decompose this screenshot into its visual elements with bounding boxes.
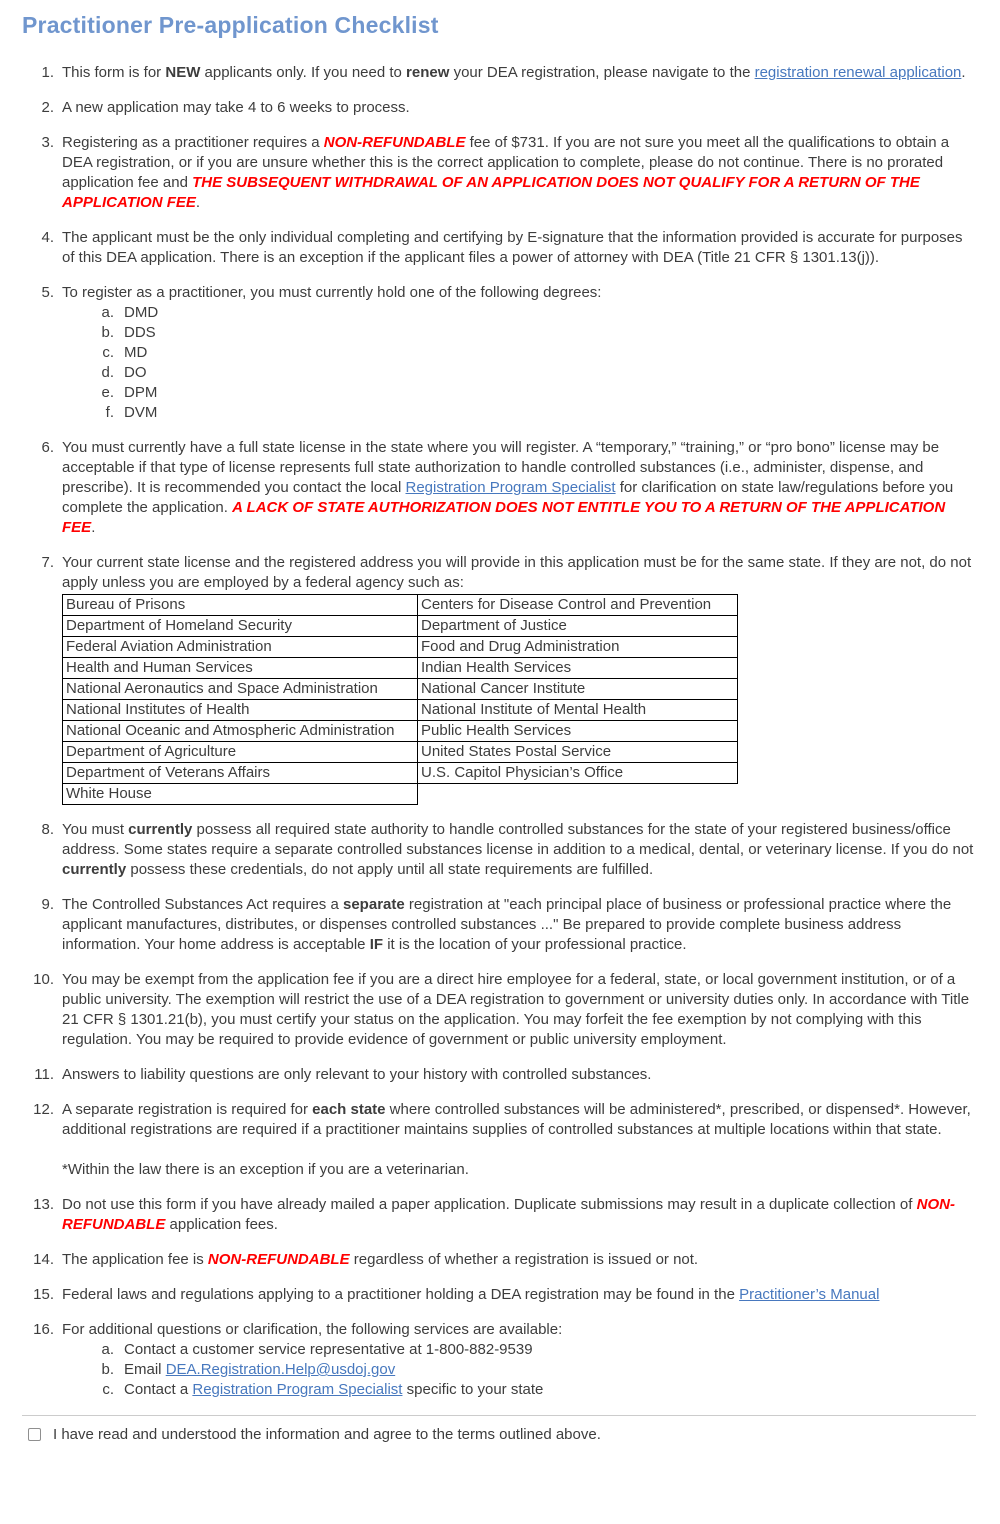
checklist-item-5 bbox=[22, 283, 976, 423]
text-run: where controlled substances will be administered*, prescribed, or dispensed*. However, additional registrations are required if a practitioner maintains supplies of controlled substances at multiple locations within that state. bbox=[62, 1101, 971, 1138]
agency-table-cell: National Oceanic and Atmospheric Administration bbox=[63, 721, 418, 742]
item-text bbox=[62, 1285, 976, 1305]
text-run: This form is for bbox=[62, 64, 166, 81]
text-run: To register as a practitioner, you must currently hold one of the following degrees: bbox=[62, 284, 602, 301]
sublist-marker: c. bbox=[102, 1381, 114, 1398]
item-text bbox=[62, 1195, 976, 1235]
text-run: fee of $731. If you are not sure you meet all the qualifications to obtain a DEA registration, or if you are unsure whether this is the correct application to complete, please do not continue. There is no prorated application fee and bbox=[62, 134, 950, 191]
item-text bbox=[62, 228, 976, 268]
agreement-checkbox[interactable] bbox=[28, 1428, 41, 1441]
text-run: renew bbox=[406, 64, 450, 81]
item-body bbox=[62, 1285, 976, 1305]
agency-table-cell: Food and Drug Administration bbox=[418, 637, 738, 658]
item-body bbox=[62, 1250, 976, 1270]
item-text bbox=[62, 1100, 976, 1140]
sublist-text bbox=[124, 303, 976, 323]
item-number: 13. bbox=[33, 1196, 54, 1213]
text-run: A new application may take 4 to 6 weeks to process. bbox=[62, 99, 410, 116]
agency-table-cell: National Institute of Mental Health bbox=[418, 700, 738, 721]
text-run: NON-REFUNDABLE bbox=[323, 134, 466, 151]
item-text bbox=[62, 1320, 976, 1340]
item-number: 3. bbox=[41, 134, 54, 151]
sublist-text bbox=[124, 403, 976, 423]
item-number: 10. bbox=[33, 971, 54, 988]
federal-agency-table bbox=[62, 594, 738, 805]
item-text bbox=[62, 553, 976, 593]
item-number: 16. bbox=[33, 1321, 54, 1338]
text-run: currently bbox=[128, 821, 193, 838]
checklist-item-1 bbox=[22, 63, 976, 83]
item-number: 4. bbox=[41, 229, 54, 246]
text-run: possess these credentials, do not apply until all state requirements are fulfilled. bbox=[126, 861, 654, 878]
text-run: Email bbox=[124, 1361, 166, 1378]
inline-link[interactable]: Registration Program Specialist bbox=[405, 479, 616, 496]
agency-table-cell: National Aeronautics and Space Administration bbox=[63, 679, 418, 700]
inline-link[interactable]: Registration Program Specialist bbox=[192, 1381, 403, 1398]
agency-table-row bbox=[63, 616, 738, 637]
text-run: NEW bbox=[165, 64, 201, 81]
sublist-marker: c. bbox=[102, 344, 114, 361]
text-run: DO bbox=[124, 364, 147, 381]
sublist-item bbox=[62, 343, 976, 363]
sublist-text bbox=[124, 1340, 976, 1360]
item-number: 14. bbox=[33, 1251, 54, 1268]
text-run: DMD bbox=[124, 304, 159, 321]
item-body bbox=[62, 895, 976, 955]
text-run: your DEA registration, please navigate to the bbox=[449, 64, 755, 81]
item-number: 2. bbox=[41, 99, 54, 116]
item-number: 12. bbox=[33, 1101, 54, 1118]
text-run: A LACK OF STATE AUTHORIZATION DOES NOT ENTITLE YOU TO A RETURN OF THE APPLICATION FEE bbox=[62, 499, 946, 536]
agency-table-row bbox=[63, 595, 738, 616]
item-text bbox=[62, 438, 976, 538]
text-run: registration at "each principal place of business or professional practice where the applicant manufactures, distributes, or dispenses controlled substances ..." Be prepared to provide complete business address information. Your home address is acceptable bbox=[62, 896, 952, 953]
item-text bbox=[62, 1250, 976, 1270]
agency-table-cell: Public Health Services bbox=[418, 721, 738, 742]
text-run: Contact a bbox=[124, 1381, 193, 1398]
item-body bbox=[62, 1320, 976, 1400]
sublist bbox=[62, 1340, 976, 1400]
agency-table-row bbox=[63, 763, 738, 784]
agency-table-cell: Indian Health Services bbox=[418, 658, 738, 679]
checklist-item-14 bbox=[22, 1250, 976, 1270]
checklist-item-3 bbox=[22, 133, 976, 213]
checklist-item-7 bbox=[22, 553, 976, 805]
text-run: A separate registration is required for bbox=[62, 1101, 313, 1118]
sublist-text bbox=[124, 343, 976, 363]
checklist-item-10 bbox=[22, 970, 976, 1050]
text-run: The applicant must be the only individual completing and certifying by E-signature that the information provided is accurate for purposes of this DEA application. There is an exception if the applicant files a power of attorney with DEA (Title 21 CFR § 1301.13(j)). bbox=[62, 229, 963, 266]
sublist-marker: b. bbox=[101, 324, 114, 341]
checklist-item-16 bbox=[22, 1320, 976, 1400]
item-body bbox=[62, 63, 976, 83]
agreement-label[interactable]: I have read and understood the information and agree to the terms outlined above. bbox=[53, 1426, 601, 1443]
text-run: Answers to liability questions are only relevant to your history with controlled substances. bbox=[62, 1066, 652, 1083]
checklist-item-9 bbox=[22, 895, 976, 955]
sublist-item bbox=[62, 363, 976, 383]
text-run: Registering as a practitioner requires a bbox=[62, 134, 324, 151]
sublist-item bbox=[62, 1360, 976, 1380]
item-body bbox=[62, 1065, 976, 1085]
text-run: IF bbox=[369, 936, 384, 953]
agency-table-row bbox=[63, 721, 738, 742]
sublist-item bbox=[62, 303, 976, 323]
item-number: 5. bbox=[41, 284, 54, 301]
item-text bbox=[62, 820, 976, 880]
item-text bbox=[62, 98, 976, 118]
agency-table-cell: National Institutes of Health bbox=[63, 700, 418, 721]
checklist bbox=[22, 63, 976, 1400]
checklist-item-15 bbox=[22, 1285, 976, 1305]
sublist-marker: e. bbox=[101, 384, 114, 401]
sublist-marker: a. bbox=[101, 304, 114, 321]
checklist-item-8 bbox=[22, 820, 976, 880]
agency-table-row bbox=[63, 679, 738, 700]
item-number: 11. bbox=[34, 1066, 54, 1083]
sublist-marker: d. bbox=[101, 364, 114, 381]
agency-table-row bbox=[63, 700, 738, 721]
sublist-item bbox=[62, 323, 976, 343]
agency-table-cell: Centers for Disease Control and Prevention bbox=[418, 595, 738, 616]
text-run: Contact a customer service representative at 1-800-882-9539 bbox=[124, 1341, 533, 1358]
sublist-item bbox=[62, 403, 976, 423]
item-body bbox=[62, 438, 976, 538]
sublist-item bbox=[62, 1340, 976, 1360]
item-body bbox=[62, 1195, 976, 1235]
inline-link[interactable]: DEA.Registration.Help@usdoj.gov bbox=[165, 1361, 396, 1378]
agency-table-row bbox=[63, 742, 738, 763]
item-number: 6. bbox=[41, 439, 54, 456]
text-run: specific to your state bbox=[402, 1381, 544, 1398]
sublist-item bbox=[62, 383, 976, 403]
text-run: applicants only. If you need to bbox=[200, 64, 407, 81]
item-body bbox=[62, 553, 976, 805]
inline-link[interactable]: Practitioner’s Manual bbox=[739, 1286, 880, 1303]
text-run: . bbox=[91, 519, 96, 536]
sublist-text bbox=[124, 1380, 976, 1400]
text-run: possess all required state authority to handle controlled substances for the state of your registered business/office address. Some states require a separate controlled substances license in addition to a medical, dental, or veterinary license. If you do not bbox=[62, 821, 974, 858]
item-text bbox=[62, 63, 976, 83]
checklist-item-4 bbox=[22, 228, 976, 268]
text-run: DDS bbox=[124, 324, 156, 341]
agency-table-cell: U.S. Capitol Physician’s Office bbox=[418, 763, 738, 784]
text-run: . bbox=[961, 64, 966, 81]
agency-table-row bbox=[63, 658, 738, 679]
agency-table-cell: Department of Justice bbox=[418, 616, 738, 637]
item-text bbox=[62, 1065, 976, 1085]
agency-table-cell: United States Postal Service bbox=[418, 742, 738, 763]
agreement-row bbox=[22, 1426, 976, 1443]
item-number: 9. bbox=[41, 896, 54, 913]
checklist-item-6 bbox=[22, 438, 976, 538]
text-run: MD bbox=[124, 344, 148, 361]
text-run: NON-REFUNDABLE bbox=[207, 1251, 350, 1268]
text-run: each state bbox=[312, 1101, 386, 1118]
text-run: DPM bbox=[124, 384, 158, 401]
sublist-item bbox=[62, 1380, 976, 1400]
checklist-item-11 bbox=[22, 1065, 976, 1085]
text-run: Do not use this form if you have already mailed a paper application. Duplicate submissions may result in a duplicate collection of bbox=[62, 1196, 917, 1213]
sublist-marker: a. bbox=[101, 1341, 114, 1358]
text-run: . bbox=[195, 194, 201, 211]
text-run: regardless of whether a registration is issued or not. bbox=[349, 1251, 699, 1268]
item-body bbox=[62, 228, 976, 268]
item-note: *Within the law there is an exception if you are a veterinarian. bbox=[62, 1161, 469, 1178]
inline-link[interactable]: registration renewal application bbox=[754, 64, 962, 81]
item-number: 1. bbox=[41, 64, 54, 81]
item-text bbox=[62, 895, 976, 955]
text-run: Federal laws and regulations applying to a practitioner holding a DEA registration may be found in the bbox=[62, 1286, 740, 1303]
sublist-text bbox=[124, 323, 976, 343]
text-run: NON-REFUNDABLE bbox=[62, 1196, 955, 1233]
sublist-marker: b. bbox=[101, 1361, 114, 1378]
item-text bbox=[62, 283, 976, 303]
text-run: Your current state license and the registered address you will provide in this application must be for the same state. If they are not, do not apply unless you are employed by a federal agency such as: bbox=[62, 554, 972, 591]
checklist-item-2 bbox=[22, 98, 976, 118]
agency-table-row bbox=[63, 784, 738, 805]
text-run: You must bbox=[62, 821, 129, 838]
text-run: For additional questions or clarification, the following services are available: bbox=[62, 1321, 563, 1338]
item-text bbox=[62, 133, 976, 213]
text-run: You may be exempt from the application fee if you are a direct hire employee for a federal, state, or local government institution, or of a public university. The exemption will restrict the use of a DEA registration to government or university duties only. In accordance with Title 21 CFR § 1301.21(b), you must certify your status on the application. You may forfeit the fee exemption by not complying with this regulation. You may be required to provide evidence of government or public university employment. bbox=[62, 971, 970, 1048]
sublist bbox=[62, 303, 976, 423]
agency-table-cell: National Cancer Institute bbox=[418, 679, 738, 700]
sublist-text bbox=[124, 1360, 976, 1380]
text-run: for clarification on state law/regulations before you complete the application. bbox=[62, 479, 954, 516]
text-run: The application fee is bbox=[62, 1251, 208, 1268]
text-run: application fees. bbox=[165, 1216, 278, 1233]
divider bbox=[22, 1415, 976, 1416]
item-number: 15. bbox=[33, 1286, 54, 1303]
agency-table-row bbox=[63, 637, 738, 658]
item-body bbox=[62, 970, 976, 1050]
item-number: 7. bbox=[41, 554, 54, 571]
text-run: THE SUBSEQUENT WITHDRAWAL OF AN APPLICATION DOES NOT QUALIFY FOR A RETURN OF THE APPLICATION FEE bbox=[62, 174, 920, 211]
text-run: it is the location of your professional practice. bbox=[383, 936, 687, 953]
text-run: separate bbox=[343, 896, 405, 913]
item-body bbox=[62, 133, 976, 213]
text-run: You must currently have a full state license in the state where you will register. A “temporary,” “training,” or “pro bono” license may be acceptable if that type of license represents full state authorization to handle controlled substances (i.e., administer, dispense, and prescribe). It is recommended you contact the local bbox=[62, 439, 940, 496]
item-text bbox=[62, 970, 976, 1050]
text-run: The Controlled Substances Act requires a bbox=[62, 896, 343, 913]
agency-table-cell: Health and Human Services bbox=[63, 658, 418, 679]
agency-table-cell: Department of Homeland Security bbox=[63, 616, 418, 637]
item-number: 8. bbox=[41, 821, 54, 838]
agency-table-cell: Federal Aviation Administration bbox=[63, 637, 418, 658]
agency-table-cell: Bureau of Prisons bbox=[63, 595, 418, 616]
agency-table-cell: Department of Veterans Affairs bbox=[63, 763, 418, 784]
agency-table-cell: Department of Agriculture bbox=[63, 742, 418, 763]
text-run: DVM bbox=[124, 404, 158, 421]
sublist-text bbox=[124, 363, 976, 383]
checklist-item-12 bbox=[22, 1100, 976, 1180]
agency-table-cell: White House bbox=[63, 784, 418, 805]
sublist-marker: f. bbox=[105, 404, 114, 421]
item-body bbox=[62, 820, 976, 880]
item-body bbox=[62, 98, 976, 118]
sublist-text bbox=[124, 383, 976, 403]
page-title: Practitioner Pre-application Checklist bbox=[22, 12, 439, 38]
text-run: currently bbox=[62, 861, 127, 878]
item-body bbox=[62, 1100, 976, 1180]
item-body bbox=[62, 283, 976, 423]
checklist-item-13 bbox=[22, 1195, 976, 1235]
